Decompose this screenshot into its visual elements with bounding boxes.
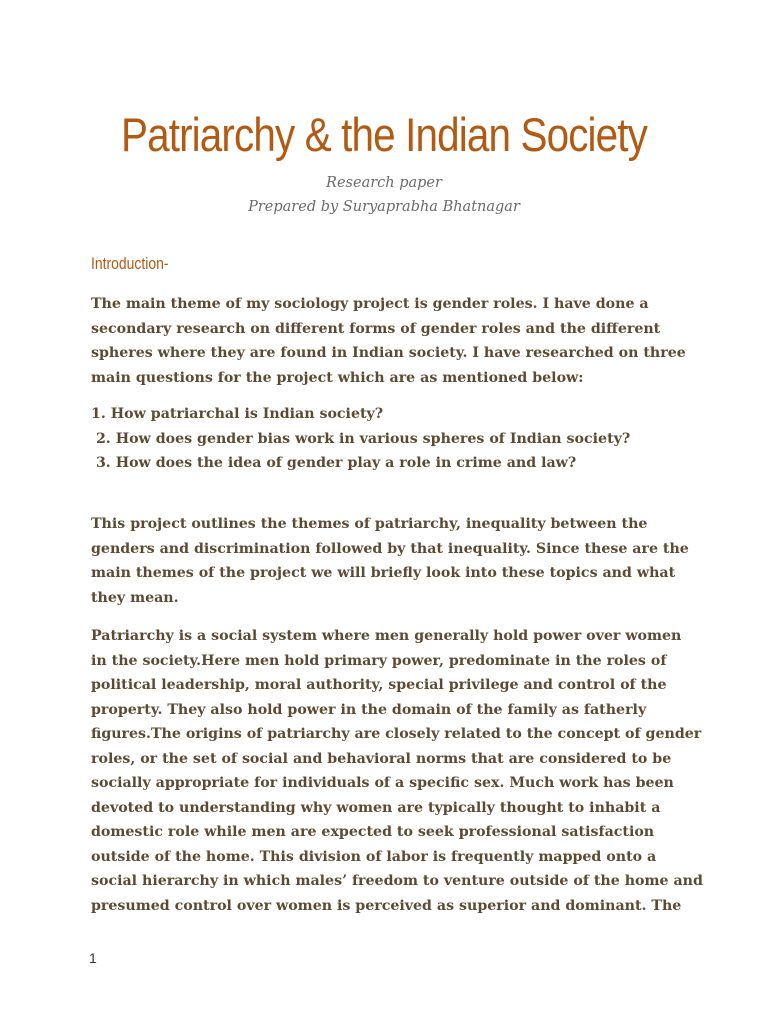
paragraph-line: Patriarchy is a social system where men generally hold power over women xyxy=(91,628,682,644)
paragraph-line: This project outlines the themes of patriarchy, inequality between the xyxy=(91,516,648,532)
paragraph-line: main questions for the project which are as mentioned below: xyxy=(91,369,584,386)
document-title: Patriarchy & the Indian Society xyxy=(120,108,648,161)
paragraph-line: presumed control over women is perceived as superior and dominant. The xyxy=(91,897,682,914)
paragraph-line: genders and discrimination followed by that inequality. Since these are the xyxy=(91,540,689,557)
paragraph-line: political leadership, moral authority, special privilege and control of the xyxy=(91,677,667,693)
paragraph-line: secondary research on different forms of gender roles and the different xyxy=(91,320,661,337)
paragraph-line: socially appropriate for individuals of a specific sex. Much work has been xyxy=(91,775,674,791)
paragraph-line: figures.The origins of patriarchy are closely related to the concept of gender xyxy=(91,726,702,742)
paragraph-line: outside of the home. This division of labor is frequently mapped onto a xyxy=(91,848,657,865)
paragraph-line: spheres where they are found in Indian society. I have researched on three xyxy=(91,345,686,361)
paragraph-line: The main theme of my sociology project is gender roles. I have done a xyxy=(91,296,649,312)
page-number: 1 xyxy=(89,950,97,966)
question-list xyxy=(91,402,681,476)
question-item: 3. How does the idea of gender play a role in crime and law? xyxy=(91,455,577,471)
paragraph-patriarchy xyxy=(91,624,703,918)
subtitle-type: Research paper xyxy=(326,175,442,191)
paragraph-line: property. They also hold power in the domain of the family as fatherly xyxy=(91,701,647,718)
section-heading-introduction: Introduction- xyxy=(91,254,169,273)
paragraph-line: social hierarchy in which males’ freedom to venture outside of the home and xyxy=(91,873,703,889)
paragraph-line: domestic role while men are expected to seek professional satisfaction xyxy=(91,824,655,840)
question-item: 1. How patriarchal is Indian society? xyxy=(91,406,384,422)
paragraph-line: devoted to understanding why women are typically thought to inhabit a xyxy=(91,799,661,816)
paragraph-intro xyxy=(91,292,686,390)
paragraph-line: in the society.Here men hold primary power, predominate in the roles of xyxy=(91,652,667,669)
paragraph-line: roles, or the set of social and behavioral norms that are considered to be xyxy=(91,750,672,767)
paragraph-line: main themes of the project we will briefly look into these topics and what xyxy=(91,565,676,581)
paragraph-line: they mean. xyxy=(91,589,179,606)
subtitle-author: Prepared by Suryaprabha Bhatnagar xyxy=(248,199,520,215)
question-item: 2. How does gender bias work in various spheres of Indian society? xyxy=(91,430,631,447)
paragraph-themes xyxy=(91,512,689,610)
